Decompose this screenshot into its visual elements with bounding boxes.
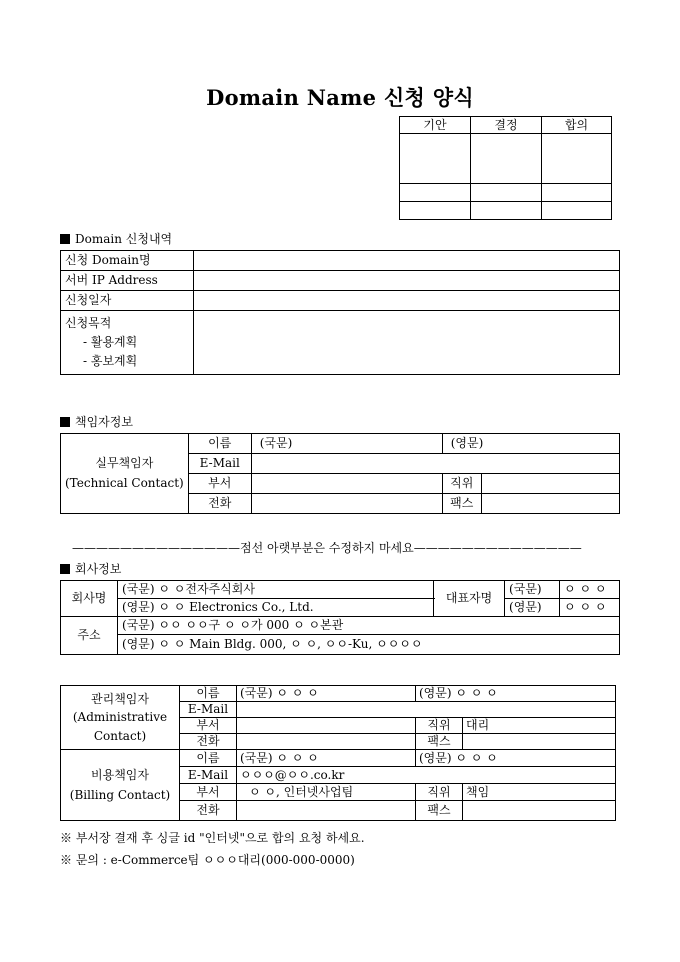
label-fax: 팩스 bbox=[442, 494, 481, 514]
domain-request-table bbox=[60, 250, 620, 375]
tech-name-en[interactable]: (영문) bbox=[442, 434, 619, 454]
admin-label-en1: (Administrative bbox=[72, 710, 168, 725]
section-company-heading-text: 회사정보 bbox=[75, 562, 122, 576]
billing-contact-label bbox=[61, 750, 180, 821]
address-kr: (국문) ㅇㅇ ㅇㅇ구 ㅇ ㅇ가 000 ㅇ ㅇ본관 bbox=[118, 617, 620, 635]
label-phone: 전화 bbox=[180, 801, 237, 821]
admin-phone bbox=[237, 734, 416, 750]
admin-fax bbox=[463, 734, 616, 750]
server-ip-input[interactable] bbox=[194, 271, 620, 291]
purpose-label: 신청목적 bbox=[65, 315, 112, 330]
section-contact-heading-text: 책임자정보 bbox=[75, 415, 133, 429]
approval-table bbox=[399, 116, 612, 220]
billing-name-en: (영문) ㅇ ㅇ ㅇ bbox=[416, 750, 616, 767]
billing-name-kr: (국문) ㅇ ㅇ ㅇ bbox=[237, 750, 416, 767]
page-title: Domain Name 신청 양식 bbox=[206, 85, 474, 110]
label-request-date: 신청일자 bbox=[61, 291, 194, 311]
approval-cell[interactable] bbox=[400, 184, 471, 202]
label-email: E-Mail bbox=[188, 454, 251, 474]
admin-contact-label bbox=[61, 686, 180, 750]
approval-sign-draft[interactable] bbox=[400, 134, 471, 184]
label-server-ip: 서버 IP Address bbox=[61, 271, 194, 291]
dashed-divider-note: ——————————————점선 아랫부분은 수정하지 마세요—————————————— bbox=[72, 541, 582, 555]
tech-phone-input[interactable] bbox=[251, 494, 442, 514]
label-dept: 부서 bbox=[180, 718, 237, 734]
section-domain-heading-text: Domain 신청내역 bbox=[75, 232, 173, 246]
tech-position-input[interactable] bbox=[481, 474, 619, 494]
address-en: (영문) ㅇ ㅇ Main Bldg. 000, ㅇ ㅇ, ㅇㅇ-Ku, ㅇㅇㅇㅇ bbox=[118, 635, 620, 655]
label-phone: 전화 bbox=[180, 734, 237, 750]
section-domain-heading bbox=[60, 230, 172, 247]
approval-sign-agreement[interactable] bbox=[542, 134, 612, 184]
square-bullet-icon bbox=[60, 417, 70, 427]
label-position: 직위 bbox=[416, 784, 463, 801]
ceo-en-value: ㅇ ㅇ ㅇ bbox=[560, 599, 620, 617]
admin-dept bbox=[237, 718, 416, 734]
label-address: 주소 bbox=[61, 617, 118, 655]
approval-cell[interactable] bbox=[471, 184, 542, 202]
company-name-kr: (국문) ㅇ ㅇ전자주식회사 bbox=[118, 581, 434, 599]
ceo-en-label: (영문) bbox=[505, 599, 560, 617]
approval-cell[interactable] bbox=[400, 202, 471, 220]
label-name: 이름 bbox=[180, 750, 237, 767]
tech-email-input[interactable] bbox=[251, 454, 619, 474]
label-dept: 부서 bbox=[188, 474, 251, 494]
ceo-kr-label: (국문) bbox=[505, 581, 560, 599]
billing-phone bbox=[237, 801, 416, 821]
approval-cell[interactable] bbox=[542, 184, 612, 202]
label-email: E-Mail bbox=[180, 702, 237, 718]
square-bullet-icon bbox=[60, 564, 70, 574]
label-dept: 부서 bbox=[180, 784, 237, 801]
admin-name-en: (영문) ㅇ ㅇ ㅇ bbox=[416, 686, 616, 702]
company-info-table bbox=[60, 580, 620, 655]
label-email: E-Mail bbox=[180, 767, 237, 784]
square-bullet-icon bbox=[60, 234, 70, 244]
technical-contact-label bbox=[61, 434, 189, 514]
billing-label-en: (Billing Contact) bbox=[69, 788, 171, 802]
admin-name-kr: (국문) ㅇ ㅇ ㅇ bbox=[237, 686, 416, 702]
technical-contact-table bbox=[60, 433, 620, 514]
billing-email: ㅇㅇㅇ@ㅇㅇ.co.kr bbox=[237, 767, 616, 784]
billing-fax bbox=[463, 801, 616, 821]
approval-cell[interactable] bbox=[542, 202, 612, 220]
admin-label-en2: Contact) bbox=[93, 728, 147, 743]
tech-fax-input[interactable] bbox=[481, 494, 619, 514]
admin-position: 대리 bbox=[463, 718, 616, 734]
admin-billing-table bbox=[60, 685, 616, 821]
request-purpose-input[interactable] bbox=[194, 311, 620, 375]
approval-col-agreement: 합의 bbox=[542, 117, 612, 134]
label-request-purpose bbox=[61, 311, 194, 375]
approval-cell[interactable] bbox=[471, 202, 542, 220]
note-contact: ※ 문의 : e-Commerce팀 ㅇㅇㅇ대리(000-000-0000) bbox=[60, 853, 355, 867]
label-name: 이름 bbox=[188, 434, 251, 454]
domain-name-input[interactable] bbox=[194, 251, 620, 271]
admin-email bbox=[237, 702, 616, 718]
label-domain-name: 신청 Domain명 bbox=[61, 251, 194, 271]
company-name-en: (영문) ㅇ ㅇ Electronics Co., Ltd. bbox=[118, 599, 434, 617]
label-phone: 전화 bbox=[188, 494, 251, 514]
tech-name-kr[interactable]: (국문) bbox=[251, 434, 442, 454]
technical-contact-label-en: (Technical Contact) bbox=[65, 475, 184, 490]
section-company-heading bbox=[60, 560, 121, 577]
label-ceo: 대표자명 bbox=[434, 581, 505, 617]
label-company: 회사명 bbox=[61, 581, 118, 617]
approval-sign-decision[interactable] bbox=[471, 134, 542, 184]
billing-dept: ㅇ ㅇ, 인터넷사업팀 bbox=[237, 784, 416, 801]
request-date-input[interactable] bbox=[194, 291, 620, 311]
label-name: 이름 bbox=[180, 686, 237, 702]
tech-dept-input[interactable] bbox=[251, 474, 442, 494]
note-approval: ※ 부서장 결재 후 싱글 id "인터넷"으로 합의 요청 하세요. bbox=[60, 831, 365, 845]
label-position: 직위 bbox=[416, 718, 463, 734]
label-fax: 팩스 bbox=[416, 801, 463, 821]
section-contact-heading bbox=[60, 413, 133, 430]
billing-label-kr: 비용책임자 bbox=[91, 767, 149, 782]
usage-plan-label: - 활용계획 bbox=[83, 334, 138, 349]
promotion-plan-label: - 홍보계획 bbox=[83, 354, 138, 369]
label-position: 직위 bbox=[442, 474, 481, 494]
technical-contact-label-kr: 실무책임자 bbox=[95, 456, 154, 471]
approval-col-draft: 기안 bbox=[400, 117, 471, 134]
admin-label-kr: 관리책임자 bbox=[91, 691, 149, 706]
ceo-kr-value: ㅇ ㅇ ㅇ bbox=[560, 581, 620, 599]
approval-col-decision: 결정 bbox=[471, 117, 542, 134]
label-fax: 팩스 bbox=[416, 734, 463, 750]
billing-position: 책임 bbox=[463, 784, 616, 801]
